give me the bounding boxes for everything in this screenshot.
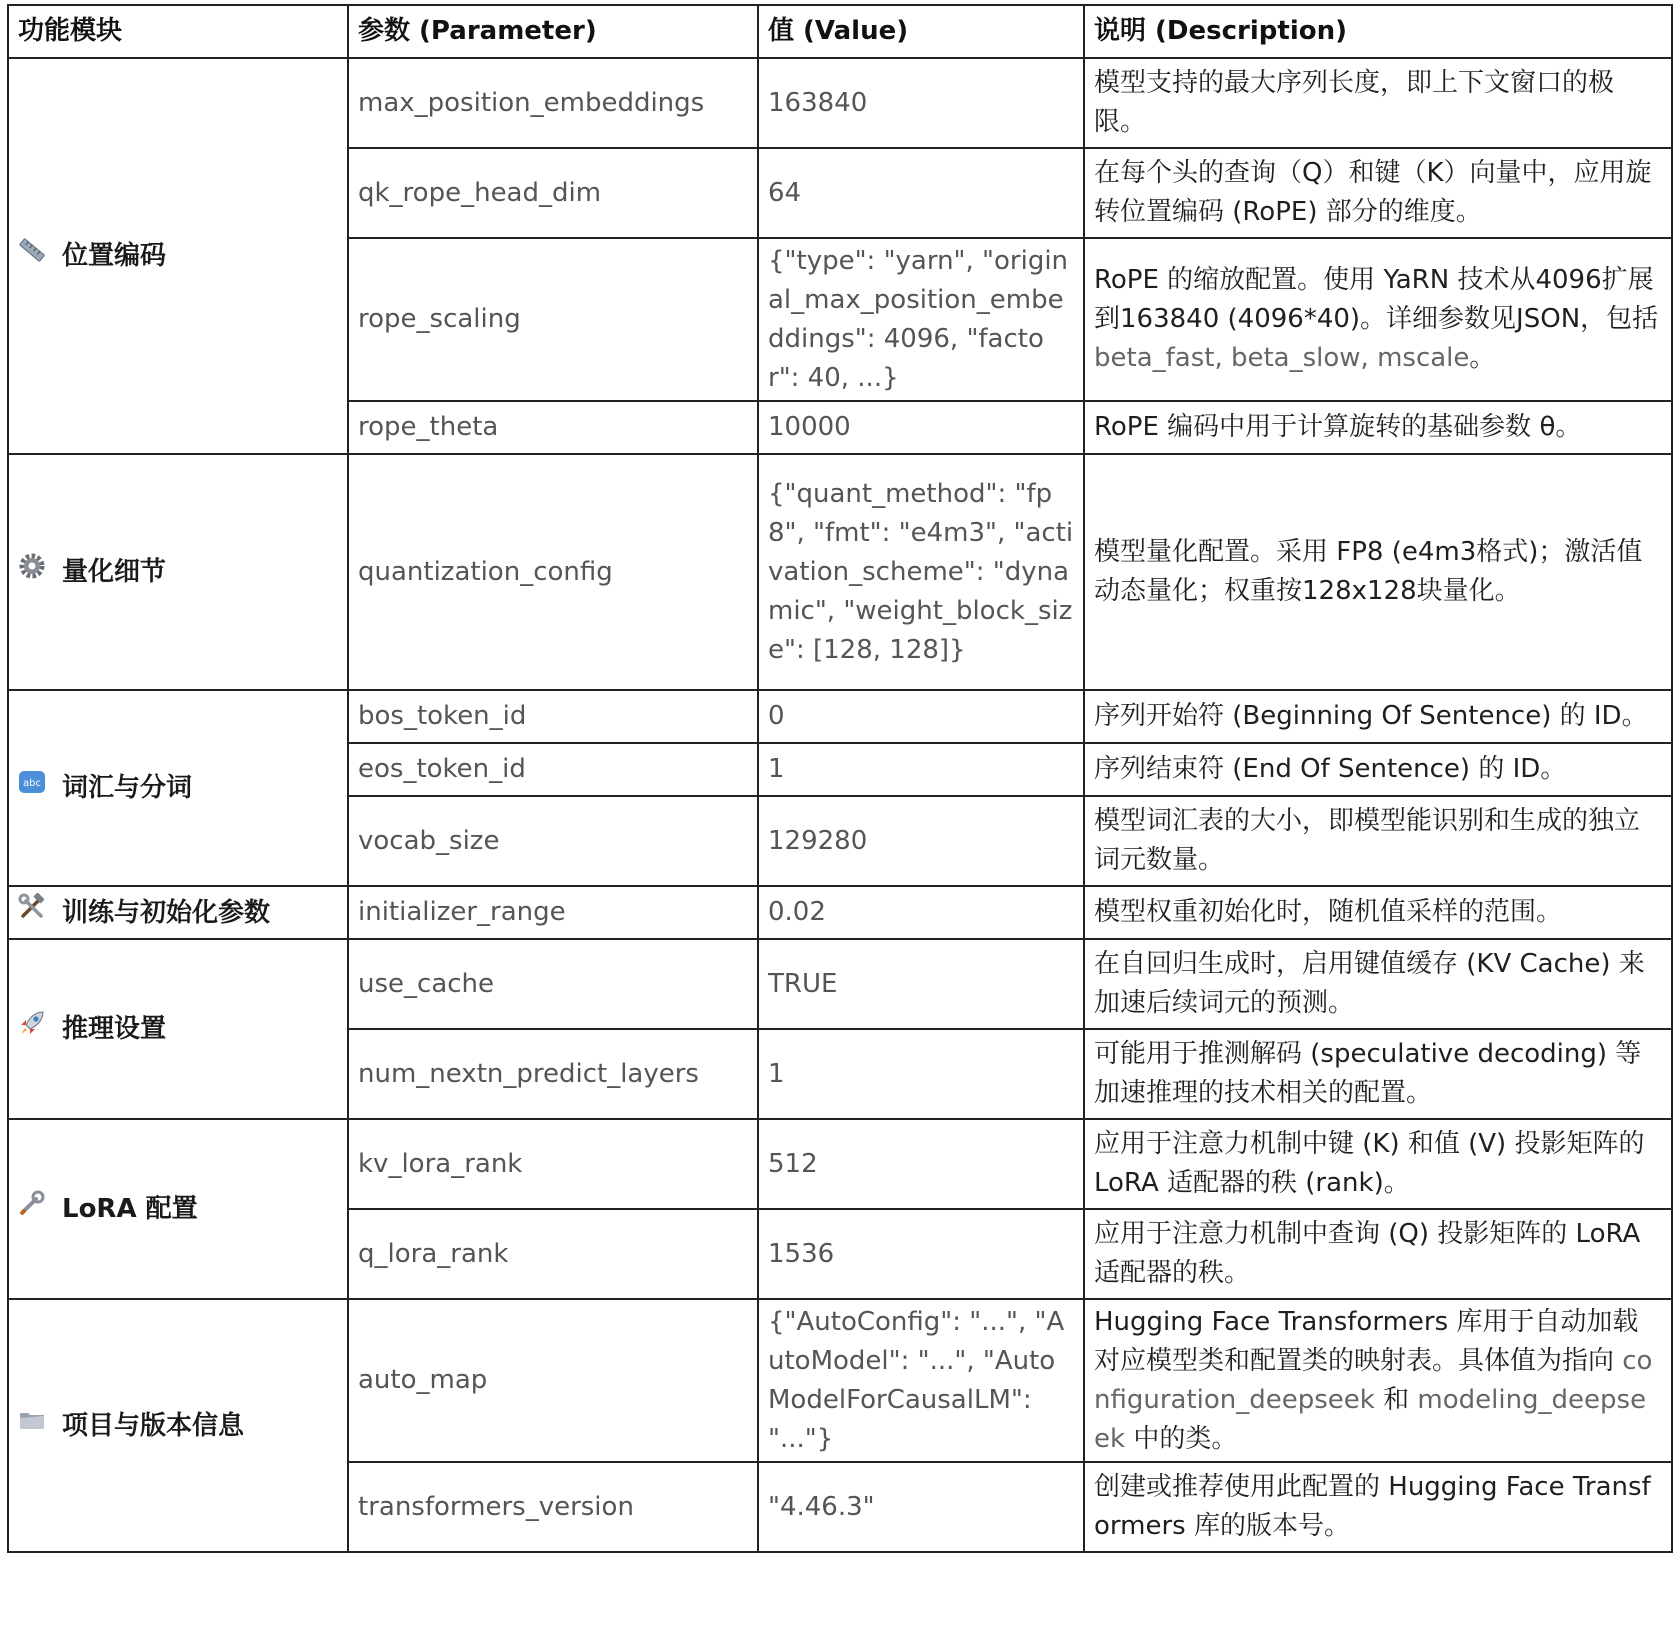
module-label: 训练与初始化参数 — [62, 897, 271, 928]
param-description: 模型量化配置。采用 FP8 (e4m3格式)；激活值动态量化；权重按128x128块量化。 — [1084, 454, 1672, 690]
param-value: 10000 — [758, 401, 1084, 454]
param-value: 1 — [758, 743, 1084, 796]
header-description: 说明 (Description) — [1084, 5, 1672, 58]
hammer-wrench-icon — [18, 893, 48, 933]
param-value: "4.46.3" — [758, 1462, 1084, 1552]
param-name: num_nextn_predict_layers — [348, 1029, 758, 1119]
wrench-icon — [18, 1189, 48, 1229]
param-description: 可能用于推测解码 (speculative decoding) 等加速推理的技术相关的配置。 — [1084, 1029, 1672, 1119]
param-value: 1 — [758, 1029, 1084, 1119]
module-label: 量化细节 — [62, 557, 167, 587]
table-row — [8, 690, 1672, 743]
table-header-row — [8, 5, 1672, 58]
header-parameter: 参数 (Parameter) — [348, 5, 758, 58]
param-value: 129280 — [758, 796, 1084, 886]
param-value: {"AutoConfig": "...", "AutoModel": "...", "AutoModelForCausalLM": "..."} — [758, 1299, 1084, 1462]
param-value: {"quant_method": "fp8", "fmt": "e4m3", "activation_scheme": "dynamic", "weight_block_size": [128, 128]} — [758, 454, 1084, 690]
param-description: RoPE 编码中用于计算旋转的基础参数 θ。 — [1084, 401, 1672, 454]
param-value: 1536 — [758, 1209, 1084, 1299]
param-value: 163840 — [758, 58, 1084, 148]
table-row — [8, 454, 1672, 690]
param-description: 模型支持的最大序列长度，即上下文窗口的极限。 — [1084, 58, 1672, 148]
param-description: 在自回归生成时，启用键值缓存 (KV Cache) 来加速后续词元的预测。 — [1084, 939, 1672, 1029]
param-description: 模型权重初始化时，随机值采样的范围。 — [1084, 886, 1672, 939]
parameter-table — [7, 4, 1673, 1553]
param-name: kv_lora_rank — [348, 1119, 758, 1209]
module-lora — [8, 1119, 348, 1299]
description-code-text: configuration_deepseek — [1094, 1345, 1653, 1415]
param-description: 模型词汇表的大小，即模型能识别和生成的独立词元数量。 — [1084, 796, 1672, 886]
module-label: 位置编码 — [62, 241, 167, 271]
abc-icon — [18, 768, 48, 808]
param-description — [1084, 238, 1672, 401]
description-text: RoPE 的缩放配置。使用 YaRN 技术从4096扩展到163840 (4096*40)。详细参数见JSON，包括 — [1094, 265, 1659, 334]
param-description: 序列开始符 (Beginning Of Sentence) 的 ID。 — [1084, 690, 1672, 743]
module-label: 词汇与分词 — [62, 773, 193, 803]
param-description — [1084, 1299, 1672, 1462]
module-training-init — [8, 886, 348, 939]
module-label: LoRA 配置 — [62, 1194, 198, 1224]
ruler-icon — [18, 236, 48, 276]
param-name: vocab_size — [348, 796, 758, 886]
param-value: TRUE — [758, 939, 1084, 1029]
param-value: 0.02 — [758, 886, 1084, 939]
table-row — [8, 58, 1672, 148]
rocket-icon — [18, 1009, 48, 1049]
param-name: auto_map — [348, 1299, 758, 1462]
param-value: 64 — [758, 148, 1084, 238]
param-name: use_cache — [348, 939, 758, 1029]
description-code-text: modeling_deepseek — [1094, 1384, 1647, 1454]
header-module: 功能模块 — [8, 5, 348, 58]
description-code-text: beta_fast, beta_slow, mscale — [1094, 343, 1470, 373]
module-label: 推理设置 — [62, 1014, 167, 1044]
header-value: 值 (Value) — [758, 5, 1084, 58]
module-inference — [8, 939, 348, 1119]
gear-icon — [18, 552, 48, 592]
svg-text:abc: abc — [23, 778, 41, 789]
description-text: 和 — [1374, 1384, 1418, 1415]
param-value: {"type": "yarn", "original_max_position_embeddings": 4096, "factor": 40, ...} — [758, 238, 1084, 401]
param-description: 在每个头的查询（Q）和键（K）向量中，应用旋转位置编码 (RoPE) 部分的维度。 — [1084, 148, 1672, 238]
module-quantization — [8, 454, 348, 690]
module-label: 项目与版本信息 — [62, 1410, 245, 1441]
param-description: 应用于注意力机制中查询 (Q) 投影矩阵的 LoRA 适配器的秩。 — [1084, 1209, 1672, 1299]
param-name: initializer_range — [348, 886, 758, 939]
param-name: qk_rope_head_dim — [348, 148, 758, 238]
description-text: 。 — [1469, 343, 1496, 373]
param-name: q_lora_rank — [348, 1209, 758, 1299]
folder-icon — [18, 1406, 48, 1446]
table-row — [8, 886, 1672, 939]
param-name: transformers_version — [348, 1462, 758, 1552]
module-vocabulary — [8, 690, 348, 886]
param-description: 创建或推荐使用此配置的 Hugging Face Transformers 库的版本号。 — [1084, 1462, 1672, 1552]
param-value: 512 — [758, 1119, 1084, 1209]
param-name: eos_token_id — [348, 743, 758, 796]
table-row — [8, 939, 1672, 1029]
param-name: max_position_embeddings — [348, 58, 758, 148]
description-text: Hugging Face Transformers 库用于自动加载对应模型类和配置类的映射表。具体值为指向 — [1094, 1306, 1639, 1376]
param-description: 序列结束符 (End Of Sentence) 的 ID。 — [1084, 743, 1672, 796]
param-description: 应用于注意力机制中键 (K) 和值 (V) 投影矩阵的 LoRA 适配器的秩 (rank)。 — [1084, 1119, 1672, 1209]
module-project-version — [8, 1299, 348, 1552]
param-name: quantization_config — [348, 454, 758, 690]
description-text: 中的类。 — [1125, 1423, 1238, 1454]
param-name: rope_theta — [348, 401, 758, 454]
param-name: rope_scaling — [348, 238, 758, 401]
table-row — [8, 1119, 1672, 1209]
module-position-encoding — [8, 58, 348, 454]
table-row — [8, 1299, 1672, 1462]
param-name: bos_token_id — [348, 690, 758, 743]
param-value: 0 — [758, 690, 1084, 743]
